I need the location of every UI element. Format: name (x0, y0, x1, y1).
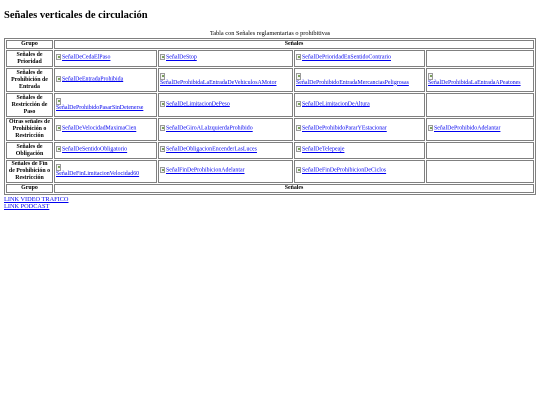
sign-image-link[interactable] (296, 73, 423, 86)
sign-cell (54, 142, 157, 159)
sign-cell (294, 68, 425, 92)
sign-cell (426, 142, 534, 159)
sign-alt-text: SeñalDeVelocidadMaximaCien (62, 125, 137, 132)
sign-image-link[interactable] (160, 146, 257, 153)
sign-image-link[interactable] (296, 54, 391, 61)
table-row (6, 142, 534, 159)
sign-image-link[interactable] (56, 98, 155, 111)
table-row (6, 50, 534, 67)
sign-alt-text: SeñalDeProhibidoAdelantar (434, 125, 501, 132)
sign-image-link[interactable] (160, 73, 291, 86)
broken-image-icon (56, 98, 61, 105)
sign-cell (158, 68, 293, 92)
group-label: Otras señales de Prohibición o Restricción (6, 118, 53, 141)
sign-alt-text: SeñalDeFinLimitacionVelocidad60 (56, 171, 140, 178)
sign-alt-text: SeñalDeProhibidaLaEntradaAPeatones (428, 79, 521, 86)
sign-image-link[interactable] (296, 167, 386, 174)
sign-cell (158, 50, 293, 67)
sign-cell (54, 50, 157, 67)
bottom-links (4, 196, 536, 210)
footer-group: Grupo (6, 184, 53, 193)
sign-alt-text: SeñalFinDeProhibicionAdelantar (166, 167, 245, 174)
sign-cell (426, 50, 534, 67)
sign-alt-text: SeñalDeProhibidaLaEntradaDeVehiculosAMotor (160, 79, 277, 86)
table-row (6, 68, 534, 92)
sign-alt-text: SeñalDeSentidoObligatorio (62, 146, 128, 153)
sign-cell (158, 118, 293, 141)
broken-image-icon (296, 125, 301, 131)
broken-image-icon (296, 54, 301, 60)
sign-cell (294, 93, 425, 117)
footer-signs: Señales (54, 184, 534, 193)
sign-cell (158, 93, 293, 117)
sign-cell (54, 118, 157, 141)
header-group: Grupo (6, 40, 53, 49)
sign-alt-text: SeñalDeFinDeProhibicionDeCiclos (302, 167, 387, 174)
sign-image-link[interactable] (56, 76, 123, 83)
broken-image-icon (56, 76, 61, 82)
group-label: Señales de Fin de Prohibición o Restricción (6, 160, 53, 183)
sign-cell (426, 68, 534, 92)
table-row (6, 93, 534, 117)
broken-image-icon (160, 101, 165, 107)
sign-image-link[interactable] (160, 54, 197, 61)
sign-alt-text: SeñalDeStop (166, 54, 197, 61)
sign-image-link[interactable] (56, 54, 110, 61)
table-row (6, 118, 534, 141)
sign-cell (158, 160, 293, 183)
broken-image-icon (296, 167, 301, 173)
broken-image-icon (296, 73, 301, 80)
sign-alt-text: SeñalDeLimitacionDeAltura (302, 101, 370, 108)
sign-cell (426, 93, 534, 117)
sign-cell (54, 93, 157, 117)
sign-alt-text: SeñalDeLimitacionDePeso (166, 101, 230, 108)
broken-image-icon (428, 125, 433, 131)
sign-alt-text: SeñalDeObligacionEncenderLasLuces (166, 146, 257, 153)
group-label: Señales de Restricción de Paso (6, 93, 53, 117)
broken-image-icon (160, 73, 165, 80)
broken-image-icon (296, 146, 301, 152)
broken-image-icon (160, 146, 165, 152)
signs-table (4, 29, 536, 195)
group-label: Señales de Obligación (6, 142, 53, 159)
sign-image-link[interactable] (296, 125, 387, 132)
sign-alt-text: SeñalDePrioridadEnSentidoContrario (302, 54, 391, 61)
table-body (6, 50, 534, 183)
sign-cell (426, 118, 534, 141)
sign-cell (426, 160, 534, 183)
sign-image-link[interactable] (296, 146, 344, 153)
broken-image-icon (296, 101, 301, 107)
broken-image-icon (56, 54, 61, 60)
sign-alt-text: SeñalDeGiroALaIzquierdaProhibido (166, 125, 253, 132)
sign-image-link[interactable] (296, 101, 370, 108)
group-label: Señales de Prohibición de Entrada (6, 68, 53, 92)
sign-alt-text: SeñalDeTelepeaje (302, 146, 345, 153)
sign-image-link[interactable] (56, 146, 127, 153)
sign-alt-text: SeñalDeCedaElPaso (62, 54, 111, 61)
sign-cell (158, 142, 293, 159)
sign-cell (54, 68, 157, 92)
header-signs: Señales (54, 40, 534, 49)
broken-image-icon (160, 167, 165, 173)
sign-alt-text: SeñalDeEntradaProhibida (62, 76, 124, 83)
sign-cell (54, 160, 157, 183)
sign-image-link[interactable] (428, 73, 532, 86)
broken-image-icon (56, 125, 61, 131)
broken-image-icon (56, 164, 61, 171)
sign-alt-text: SeñalDeProhibidoPasarSinDetenerse (56, 104, 144, 111)
sign-image-link[interactable] (160, 167, 245, 174)
page-title: Señales verticales de circulación (4, 10, 148, 21)
sign-image-link[interactable] (160, 125, 253, 132)
group-label: Señales de Prioridad (6, 50, 53, 67)
sign-image-link[interactable] (160, 101, 230, 108)
broken-image-icon (428, 73, 433, 80)
sign-cell (294, 118, 425, 141)
link-podcast[interactable]: LINK PODCAST (4, 203, 50, 210)
sign-image-link[interactable] (56, 125, 136, 132)
sign-image-link[interactable] (56, 164, 155, 177)
link-video-trafico[interactable]: LINK VIDEO TRAFICO (4, 196, 69, 203)
table-row (6, 160, 534, 183)
sign-image-link[interactable] (428, 125, 500, 132)
sign-cell (294, 142, 425, 159)
sign-alt-text: SeñalDeProhibidoEntradaMercanciasPeligrosas (296, 79, 409, 86)
broken-image-icon (160, 54, 165, 60)
sign-cell (294, 160, 425, 183)
sign-alt-text: SeñalDeProhibidoPararYEstacionar (302, 125, 387, 132)
broken-image-icon (56, 146, 61, 152)
table-caption: Tabla con Señales reglamentarias o prohibitivas (209, 30, 331, 37)
sign-cell (294, 50, 425, 67)
broken-image-icon (160, 125, 165, 131)
